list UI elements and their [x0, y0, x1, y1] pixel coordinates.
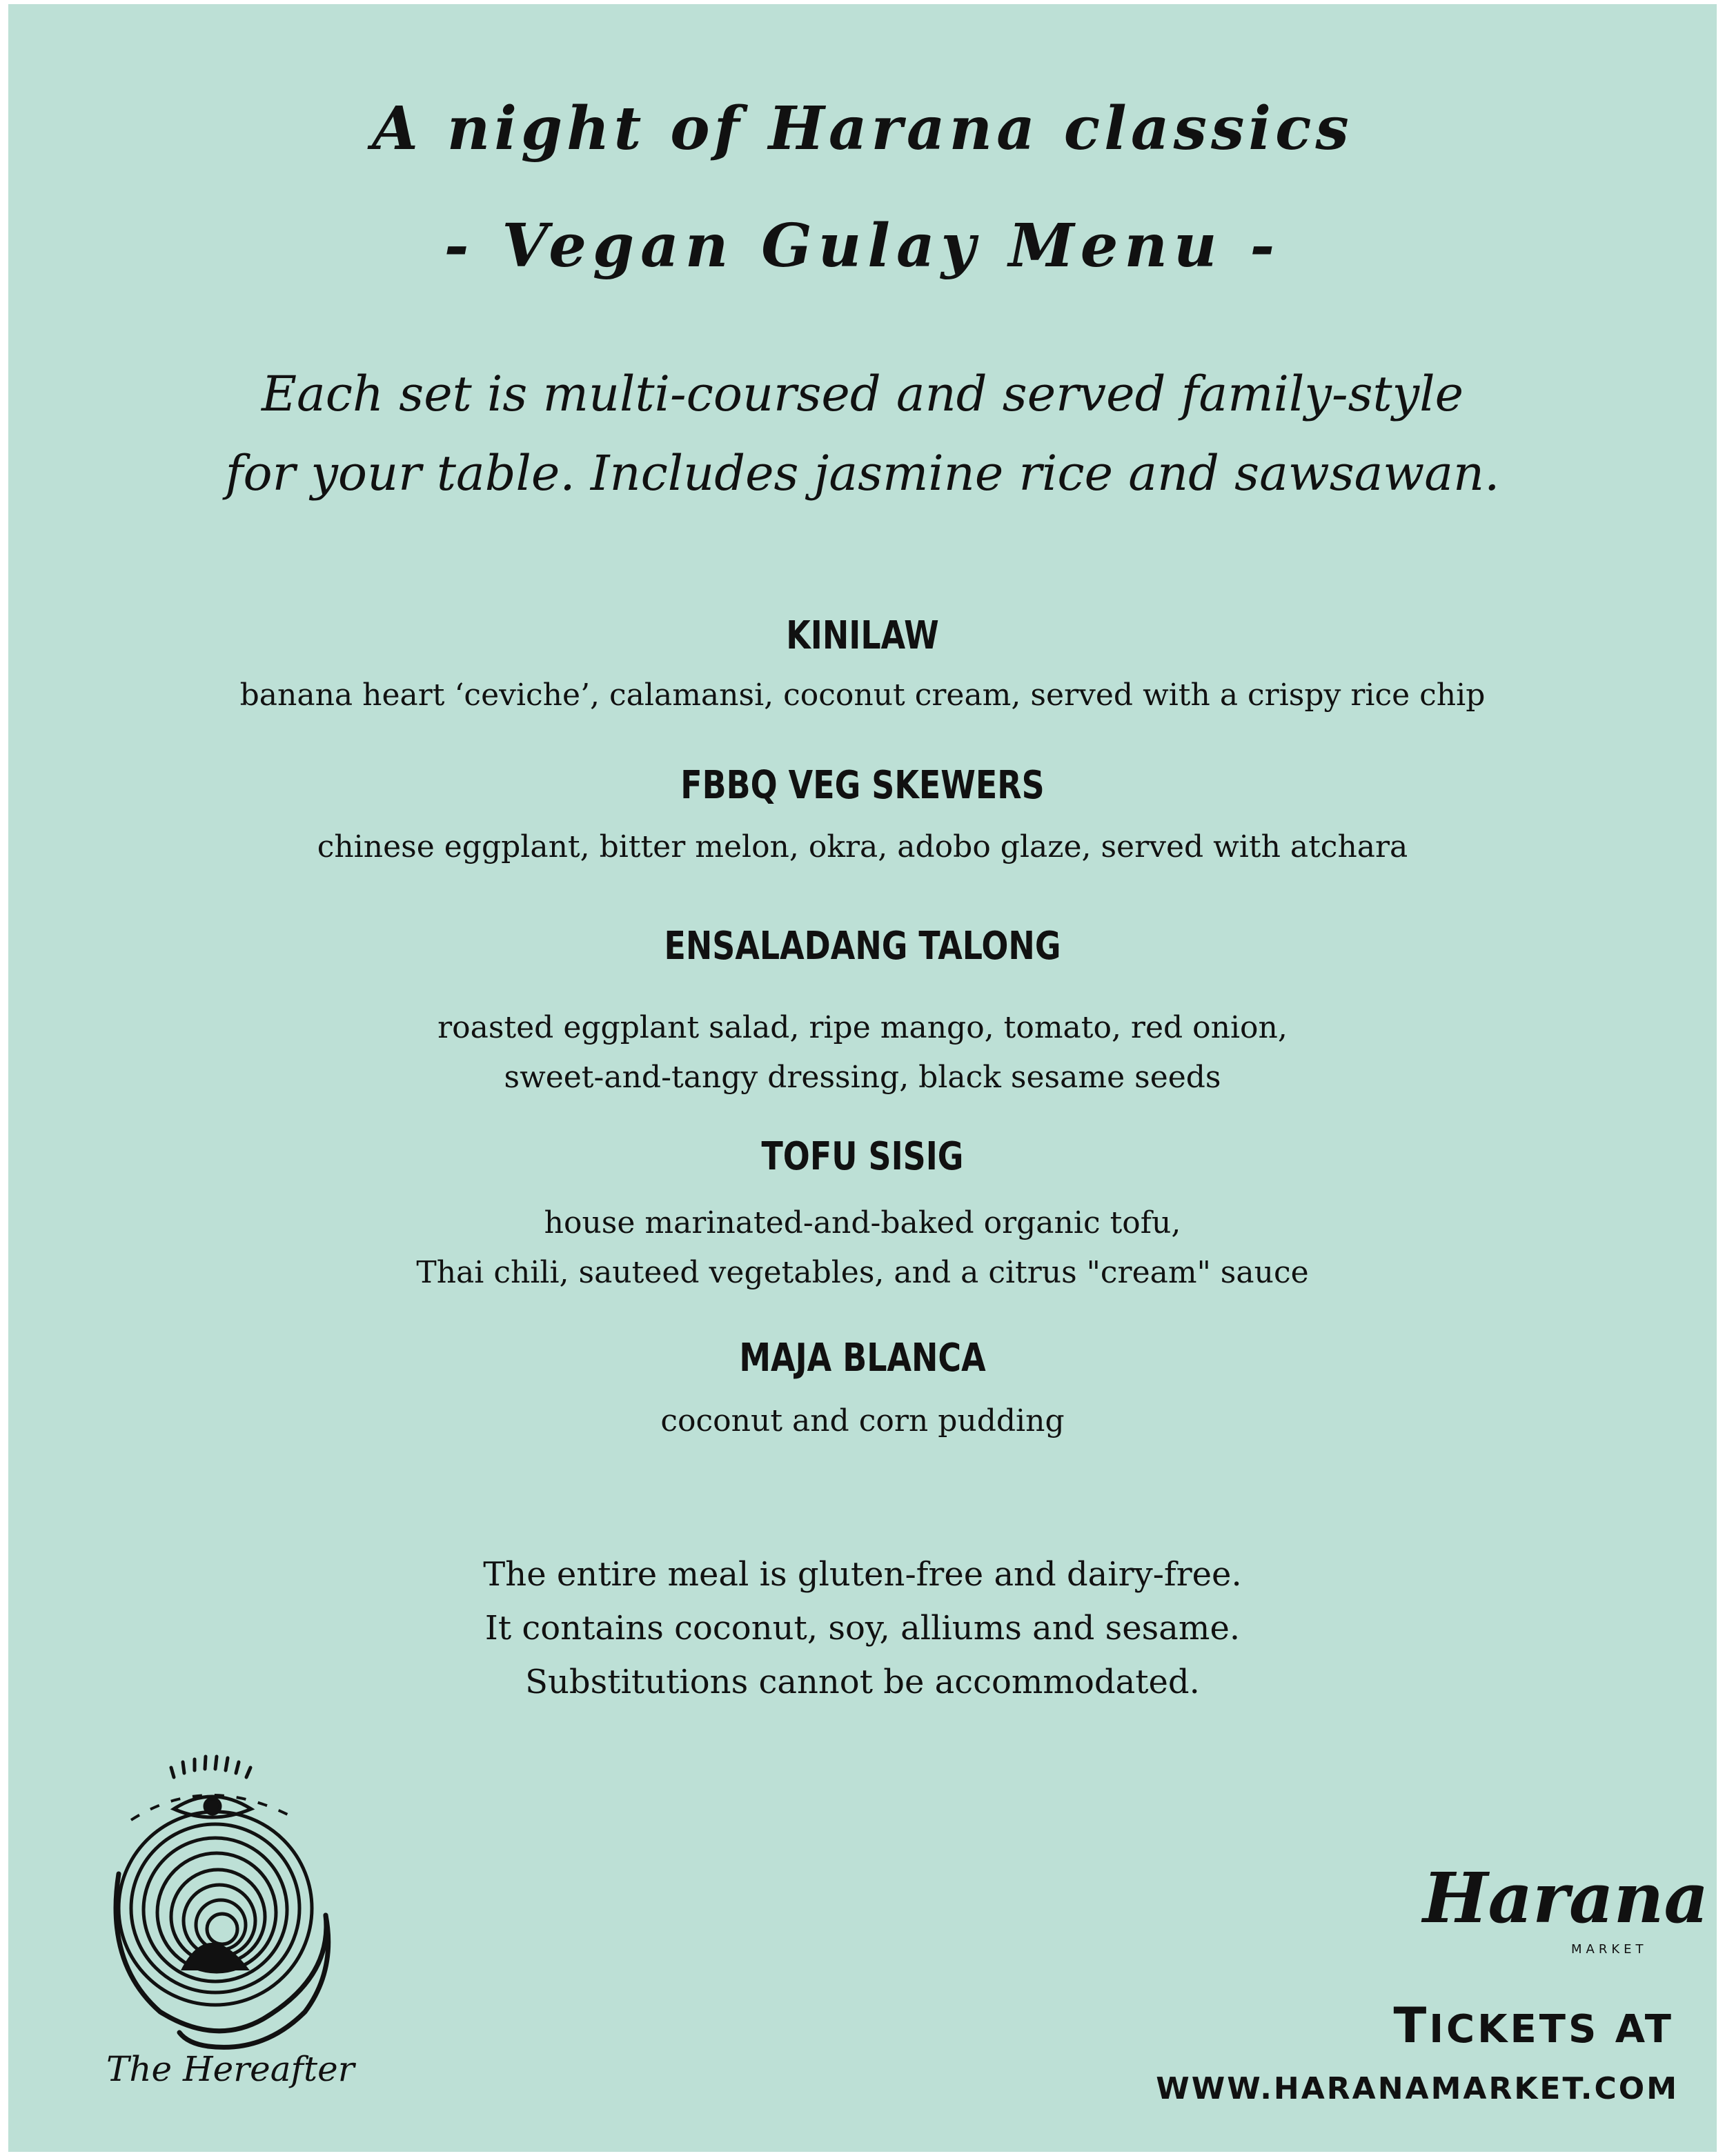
tickets-label: [1393, 1997, 1674, 2054]
dish-desc-kinilaw: banana heart ‘ceviche’, calamansi, coconut cream, served with a crispy rice chip: [239, 678, 1486, 713]
menu-title: A night of Harana classics: [372, 94, 1353, 164]
dish-name-fbbq-veg-skewers: FBBQ VEG SKEWERS: [680, 763, 1045, 808]
spiral-circles-icon: [119, 1812, 312, 2005]
dish-name-maja-blanca: MAJA BLANCA: [739, 1336, 986, 1381]
the-hereafter-logo: [98, 1743, 374, 2095]
eyelashes-icon: [171, 1757, 250, 1777]
tickets-label-initial: T: [1393, 1997, 1430, 2054]
allergen-note-line-1: The entire meal is gluten-free and dairy-free.: [483, 1555, 1242, 1594]
allergen-note-line-3: Substitutions cannot be accommodated.: [525, 1663, 1200, 1701]
allergen-note-line-2: It contains coconut, soy, alliums and sesame.: [484, 1609, 1241, 1648]
intro-line-1: Each set is multi-coursed and served family-style: [261, 366, 1464, 422]
menu-subtitle: - Vegan Gulay Menu -: [444, 211, 1281, 281]
intro-line-2: for your table. Includes jasmine rice and sawsawan.: [225, 445, 1500, 502]
harana-logo-subtext: MARKET: [1571, 1942, 1648, 1957]
dish-name-tofu-sisig: TOFU SISIG: [761, 1134, 964, 1179]
tickets-label-rest: ICKETS AT: [1429, 2007, 1674, 2052]
dish-desc-maja-blanca: coconut and corn pudding: [660, 1403, 1065, 1438]
dish-desc-tofu-sisig-line-2: Thai chili, sauteed vegetables, and a citrus "cream" sauce: [416, 1255, 1309, 1290]
menu-page: [8, 4, 1717, 2152]
the-hereafter-logo-text: The Hereafter: [106, 2049, 355, 2089]
harana-logo-text: Harana: [1423, 1857, 1709, 1939]
dish-name-ensaladang-talong: ENSALADANG TALONG: [664, 924, 1061, 969]
dish-desc-ensaladang-talong-line-2: sweet-and-tangy dressing, black sesame seeds: [504, 1060, 1221, 1095]
harana-market-logo: [1416, 1839, 1709, 1964]
tickets-url-link[interactable]: WWW.HARANAMARKET.COM: [1156, 2071, 1679, 2106]
dish-desc-ensaladang-talong-line-1: roasted eggplant salad, ripe mango, tomato, red onion,: [437, 1010, 1288, 1045]
dish-desc-tofu-sisig-line-1: house marinated-and-baked organic tofu,: [544, 1205, 1181, 1240]
dish-desc-fbbq-veg-skewers: chinese eggplant, bitter melon, okra, adobo glaze, served with atchara: [317, 829, 1408, 864]
dish-name-kinilaw: KINILAW: [786, 613, 939, 658]
